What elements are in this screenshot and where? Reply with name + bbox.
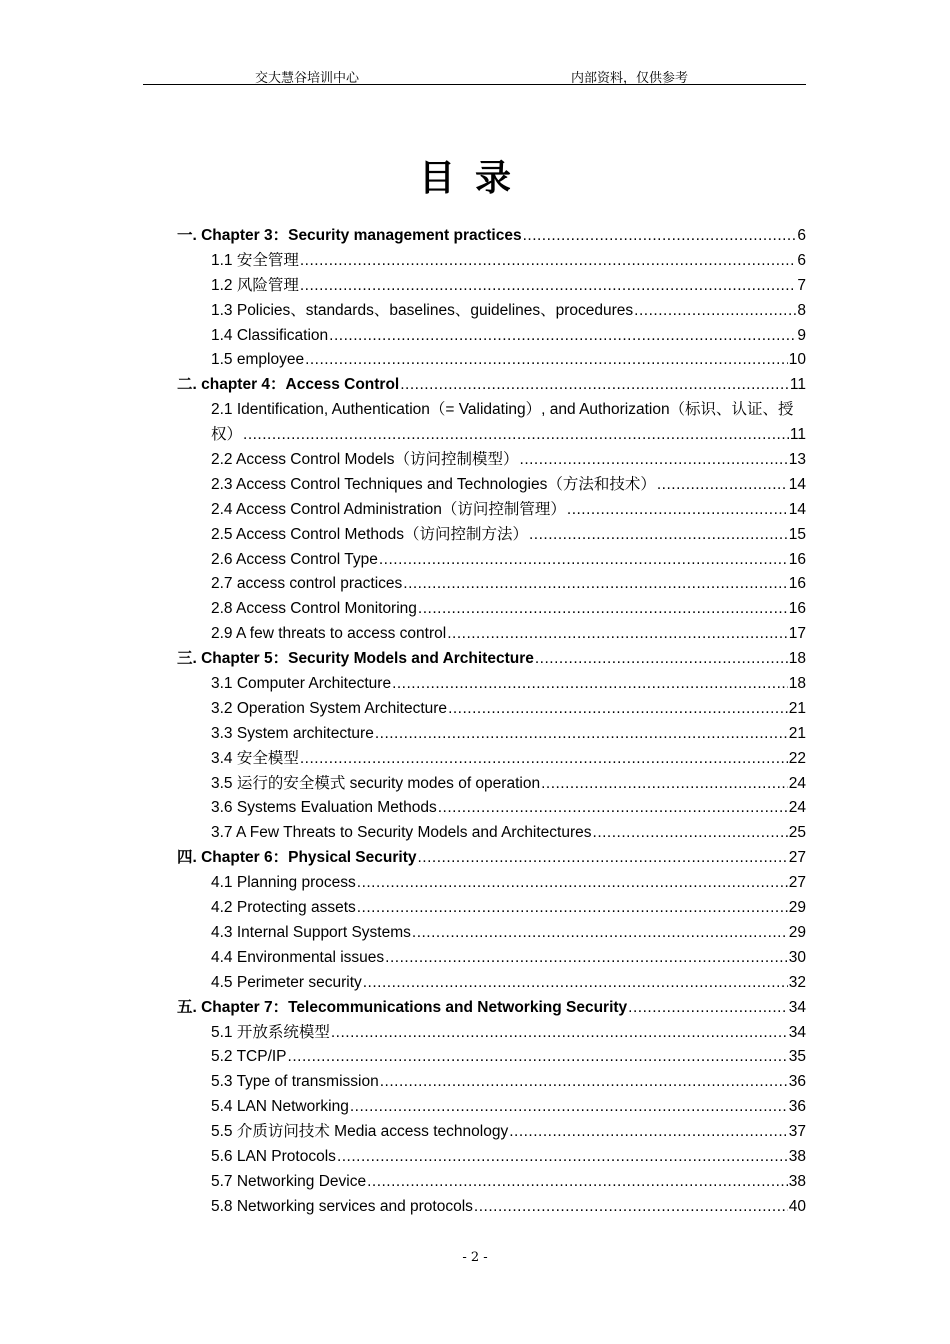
toc-entry-title: 五. Chapter 7：Telecommunications and Networking Security [177, 998, 628, 1016]
toc-dot-leader [520, 448, 788, 473]
toc-section-entry[interactable] [177, 697, 806, 722]
toc-entry-title: 1.1 安全管理 [211, 251, 299, 269]
toc-section-entry[interactable] [177, 946, 806, 971]
header-right-text: 内部资料，仅供参考 [571, 71, 689, 86]
toc-page-number: 37 [788, 1123, 806, 1141]
toc-section-entry[interactable] [177, 672, 806, 697]
toc-entry-title: 3.2 Operation System Architecture [211, 699, 448, 717]
toc-page-number: 9 [797, 326, 806, 344]
toc-entry-title: 5.8 Networking services and protocols [211, 1197, 473, 1215]
toc-dot-leader [417, 846, 787, 871]
toc-page-number: 34 [788, 998, 806, 1016]
toc-page-number: 34 [788, 1023, 806, 1041]
toc-dot-leader [385, 946, 788, 971]
toc-dot-leader [337, 1145, 788, 1170]
toc-entry-title: 5.7 Networking Device [211, 1172, 367, 1190]
toc-section-entry[interactable] [177, 772, 806, 797]
toc-chapter-entry[interactable] [177, 996, 806, 1021]
toc-entry-title: 3.1 Computer Architecture [211, 675, 392, 693]
toc-dot-leader [392, 672, 788, 697]
toc-entry-title: 四. Chapter 6：Physical Security [177, 849, 417, 867]
toc-entry-title: 2.6 Access Control Type [211, 550, 378, 568]
toc-page-number: 17 [788, 625, 806, 643]
toc-page-number: 15 [788, 525, 806, 543]
toc-dot-leader [363, 971, 788, 996]
toc-section-entry[interactable] [177, 274, 806, 299]
toc-dot-leader [379, 548, 788, 573]
toc-dot-leader [357, 896, 788, 921]
toc-page-number: 27 [788, 874, 806, 892]
page-header [143, 62, 806, 85]
toc-section-entry[interactable] [177, 622, 806, 647]
toc-section-entry[interactable] [177, 1195, 806, 1220]
toc-page-number: 25 [788, 824, 806, 842]
toc-section-entry[interactable] [177, 921, 806, 946]
toc-section-entry[interactable] [177, 1045, 806, 1070]
toc-dot-leader [412, 921, 788, 946]
toc-page-number: 16 [788, 550, 806, 568]
toc-section-entry[interactable] [177, 1145, 806, 1170]
page-title: 目录 [418, 157, 531, 199]
toc-dot-leader [448, 697, 788, 722]
toc-dot-leader [438, 796, 788, 821]
toc-section-entry[interactable] [177, 299, 806, 324]
toc-section-entry[interactable] [177, 548, 806, 573]
toc-entry-title: 2.9 A few threats to access control [211, 625, 447, 643]
header-left-text: 交大慧谷培训中心 [255, 71, 360, 86]
toc-dot-leader [418, 597, 788, 622]
toc-section-entry[interactable] [177, 324, 806, 349]
toc-dot-leader [657, 473, 788, 498]
toc-entry-title: 2.3 Access Control Techniques and Technologies（方法和技术） [211, 475, 656, 493]
toc-section-entry[interactable] [177, 722, 806, 747]
toc-dot-leader [593, 821, 788, 846]
toc-section-entry[interactable] [177, 896, 806, 921]
toc-page-number: 6 [797, 251, 806, 269]
toc-dot-leader [567, 498, 788, 523]
toc-chapter-entry[interactable] [177, 224, 806, 249]
toc-section-entry[interactable] [177, 597, 806, 622]
toc-dot-leader [380, 1070, 788, 1095]
toc-chapter-entry[interactable] [177, 846, 806, 871]
toc-page-number: 40 [788, 1197, 806, 1215]
toc-section-entry[interactable] [177, 971, 806, 996]
toc-entry-title: 权） [211, 426, 243, 444]
toc-page-number: 32 [788, 973, 806, 991]
toc-section-entry[interactable] [177, 249, 806, 274]
toc-entry-title: 2.2 Access Control Models（访问控制模型） [211, 451, 519, 469]
toc-section-entry[interactable] [177, 747, 806, 772]
toc-dot-leader [300, 249, 797, 274]
toc-page-number: 36 [788, 1073, 806, 1091]
toc-page-number: 35 [788, 1048, 806, 1066]
toc-page-number: 14 [788, 475, 806, 493]
toc-page-number: 30 [788, 948, 806, 966]
toc-page-number: 24 [788, 799, 806, 817]
toc-entry-title: 3.4 安全模型 [211, 749, 299, 767]
toc-entry-title: 4.1 Planning process [211, 874, 356, 892]
toc-dot-leader [628, 996, 788, 1021]
toc-section-entry[interactable] [177, 348, 806, 373]
toc-page-number: 16 [788, 600, 806, 618]
toc-dot-leader [243, 423, 789, 448]
toc-entry-title: 4.4 Environmental issues [211, 948, 385, 966]
toc-page-number: 11 [789, 426, 806, 444]
toc-chapter-entry[interactable] [177, 373, 806, 398]
toc-dot-leader [541, 772, 788, 797]
toc-section-entry[interactable] [177, 821, 806, 846]
toc-page-number: 18 [788, 650, 806, 668]
toc-section-entry[interactable] [177, 1120, 806, 1145]
toc-entry-title: 1.5 employee [211, 351, 305, 369]
toc-section-entry[interactable] [177, 523, 806, 548]
toc-entry-title: 3.5 运行的安全模式 security modes of operation [211, 774, 541, 792]
toc-entry-title: 4.2 Protecting assets [211, 899, 356, 917]
toc-entry-title: 5.2 TCP/IP [211, 1048, 287, 1066]
toc-entry-title: 5.4 LAN Networking [211, 1098, 349, 1116]
toc-entry-title: 5.1 开放系统模型 [211, 1023, 330, 1041]
toc-page-number: 36 [788, 1098, 806, 1116]
toc-page-number: 27 [788, 849, 806, 867]
toc-entry-title: 5.3 Type of transmission [211, 1073, 379, 1091]
toc-dot-leader [375, 722, 788, 747]
toc-dot-leader [535, 647, 788, 672]
toc-section-entry[interactable] [177, 423, 806, 448]
toc-dot-leader [529, 523, 788, 548]
toc-dot-leader [305, 348, 788, 373]
toc-dot-leader [403, 572, 787, 597]
toc-entry-title: 3.7 A Few Threats to Security Models and Architectures [211, 824, 592, 842]
toc-section-entry[interactable] [177, 871, 806, 896]
toc-entry-title: 1.3 Policies、standards、baselines、guidelines、procedures [211, 301, 634, 319]
toc-entry-title: 3.6 Systems Evaluation Methods [211, 799, 437, 817]
toc-page-number: 18 [788, 675, 806, 693]
toc-page-number: 38 [788, 1147, 806, 1165]
toc-page-number: 22 [788, 749, 806, 767]
toc-entry-title: 2.4 Access Control Administration（访问控制管理） [211, 500, 566, 518]
table-of-contents [177, 224, 806, 1220]
toc-page-number: 29 [788, 899, 806, 917]
toc-dot-leader [474, 1195, 788, 1220]
toc-dot-leader [350, 1095, 788, 1120]
toc-section-entry[interactable] [177, 1070, 806, 1095]
toc-page-number: 21 [788, 699, 806, 717]
toc-dot-leader [288, 1045, 788, 1070]
toc-section-entry[interactable] [177, 1170, 806, 1195]
toc-dot-leader [331, 1021, 788, 1046]
toc-section-entry[interactable] [177, 448, 806, 473]
toc-page-number: 16 [788, 575, 806, 593]
toc-page-number: 6 [797, 227, 806, 244]
toc-dot-leader [634, 299, 796, 324]
toc-page-number: 21 [788, 724, 806, 742]
toc-dot-leader [300, 274, 797, 299]
toc-section-entry[interactable] [177, 473, 806, 498]
toc-entry-title: 三. Chapter 5：Security Models and Architecture [177, 650, 534, 668]
toc-entry-title: 5.6 LAN Protocols [211, 1147, 336, 1165]
toc-dot-leader [523, 224, 797, 249]
toc-entry-title: 1.2 风险管理 [211, 276, 299, 294]
toc-entry-title: 4.5 Perimeter security [211, 973, 362, 991]
toc-entry-title: 一. Chapter 3：Security management practices [177, 227, 522, 244]
toc-page-number: 38 [788, 1172, 806, 1190]
page-number: - 2 - [462, 1250, 488, 1265]
toc-section-entry[interactable] [177, 796, 806, 821]
toc-page-number: 8 [797, 301, 806, 319]
toc-entry-line[interactable]: 2.1 Identification, Authentication（= Validating）, and Authorization（标识、认证、授 [211, 401, 794, 419]
toc-dot-leader [300, 747, 788, 772]
toc-page-number: 24 [788, 774, 806, 792]
toc-section-entry[interactable] [177, 1021, 806, 1046]
toc-entry-title: 5.5 介质访问技术 Media access technology [211, 1123, 509, 1141]
toc-page-number: 13 [788, 451, 806, 469]
toc-entry-title: 2.5 Access Control Methods（访问控制方法） [211, 525, 528, 543]
toc-dot-leader [447, 622, 788, 647]
toc-entry-title: 3.3 System architecture [211, 724, 374, 742]
toc-section-entry[interactable] [177, 1095, 806, 1120]
toc-page-number: 11 [789, 376, 806, 394]
toc-section-entry[interactable] [177, 498, 806, 523]
toc-dot-leader [329, 324, 796, 349]
toc-page-number: 14 [788, 500, 806, 518]
toc-page-number: 10 [788, 351, 806, 369]
toc-entry-title: 1.4 Classification [211, 326, 329, 344]
toc-dot-leader [509, 1120, 788, 1145]
toc-page-number: 29 [788, 923, 806, 941]
toc-entry-title: 二. chapter 4：Access Control [177, 376, 400, 394]
toc-entry-title: 2.8 Access Control Monitoring [211, 600, 417, 618]
toc-chapter-entry[interactable] [177, 647, 806, 672]
toc-entry-title: 4.3 Internal Support Systems [211, 923, 411, 941]
toc-dot-leader [400, 373, 789, 398]
toc-dot-leader [357, 871, 788, 896]
toc-dot-leader [367, 1170, 788, 1195]
toc-entry-title: 2.7 access control practices [211, 575, 403, 593]
toc-section-entry[interactable] [177, 572, 806, 597]
toc-page-number: 7 [797, 276, 806, 294]
